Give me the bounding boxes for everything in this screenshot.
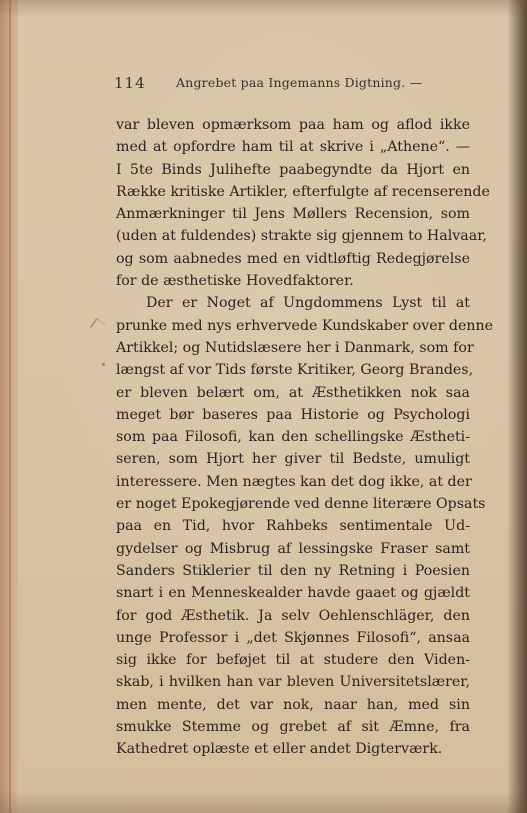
margin-dot-mark xyxy=(102,363,105,366)
text-line: med at opfordre ham til at skrive i „Athene“. — xyxy=(116,139,470,156)
text-line: for de æsthetiske Hovedfaktorer. xyxy=(116,273,354,290)
text-line: meget bør baseres paa Historie og Psychologi xyxy=(116,406,470,423)
text-line: paa en Tid, hvor Rahbeks sentimentale Ud- xyxy=(116,518,470,535)
text-line: for god Æsthetik. Ja selv Oehlenschläger, den xyxy=(116,607,470,624)
text-line: Sanders Stiklerier til den ny Retning i Poesien xyxy=(116,562,470,579)
text-line: snart i en Menneskealder havde gaaet og gjældt xyxy=(116,585,470,602)
body-text xyxy=(116,114,494,761)
margin-pencil-mark xyxy=(90,318,105,333)
text-line: er noget Epokegjørende ved denne literære Opsats xyxy=(116,496,486,513)
text-line: smukke Stemme og grebet af sit Æmne, fra xyxy=(116,719,470,736)
text-line: Artikkel; og Nutidslæsere her i Danmark, som for xyxy=(116,339,474,356)
text-line: var bleven opmærksom paa ham og aflod ikke xyxy=(116,117,470,133)
text-line: seren, som Hjort her giver til Bedste, umuligt xyxy=(116,451,470,468)
text-line: Anmærkninger til Jens Møllers Recension, som xyxy=(116,206,470,223)
text-line: og som aabnedes med en vidtløftig Redegjørelse xyxy=(116,250,470,267)
text-line: interessere. Men nægtes kan det dog ikke, at der xyxy=(116,473,472,490)
text-line: I 5te Binds Julihefte paabegyndte da Hjort en xyxy=(116,161,470,178)
text-line: Der er Noget af Ungdommens Lyst til at xyxy=(146,295,470,312)
page-top-shade xyxy=(0,0,527,18)
text-line: er bleven belært om, at Æsthetikken nok saa xyxy=(116,384,470,401)
page-left-edge xyxy=(0,0,18,813)
text-line: Række kritiske Artikler, efterfulgte af recenserende xyxy=(116,183,490,200)
text-line: (uden at fuldendes) strakte sig gjennem to Halvaar, xyxy=(116,228,487,245)
page-number: 114 xyxy=(114,74,146,92)
page-bottom-shade xyxy=(0,791,527,813)
text-line: men mente, det var nok, naar han, med sin xyxy=(116,696,470,713)
text-line: unge Professor i „det Skjønnes Filosofi“, ansaa xyxy=(116,629,470,646)
running-head: Angrebet paa Ingemanns Digtning. — xyxy=(176,75,423,90)
text-line: Kathedret oplæste et eller andet Digterværk. xyxy=(116,741,443,758)
text-line: som paa Filosofi, kan den schellingske Æstheti- xyxy=(116,429,470,446)
text-line: prunke med nys erhvervede Kundskaber over denne xyxy=(116,317,494,334)
page-header xyxy=(114,74,474,94)
page-binding-shadow xyxy=(507,0,527,813)
text-line: længst af vor Tids første Kritiker, Georg Brandes, xyxy=(116,362,474,379)
text-line: gydelser og Misbrug af lessingske Fraser samt xyxy=(116,540,470,557)
text-line: skab, i hvilken han var bleven Universitetslærer, xyxy=(116,674,470,691)
text-line: sig ikke for beføjet til at studere den Viden- xyxy=(116,652,470,669)
